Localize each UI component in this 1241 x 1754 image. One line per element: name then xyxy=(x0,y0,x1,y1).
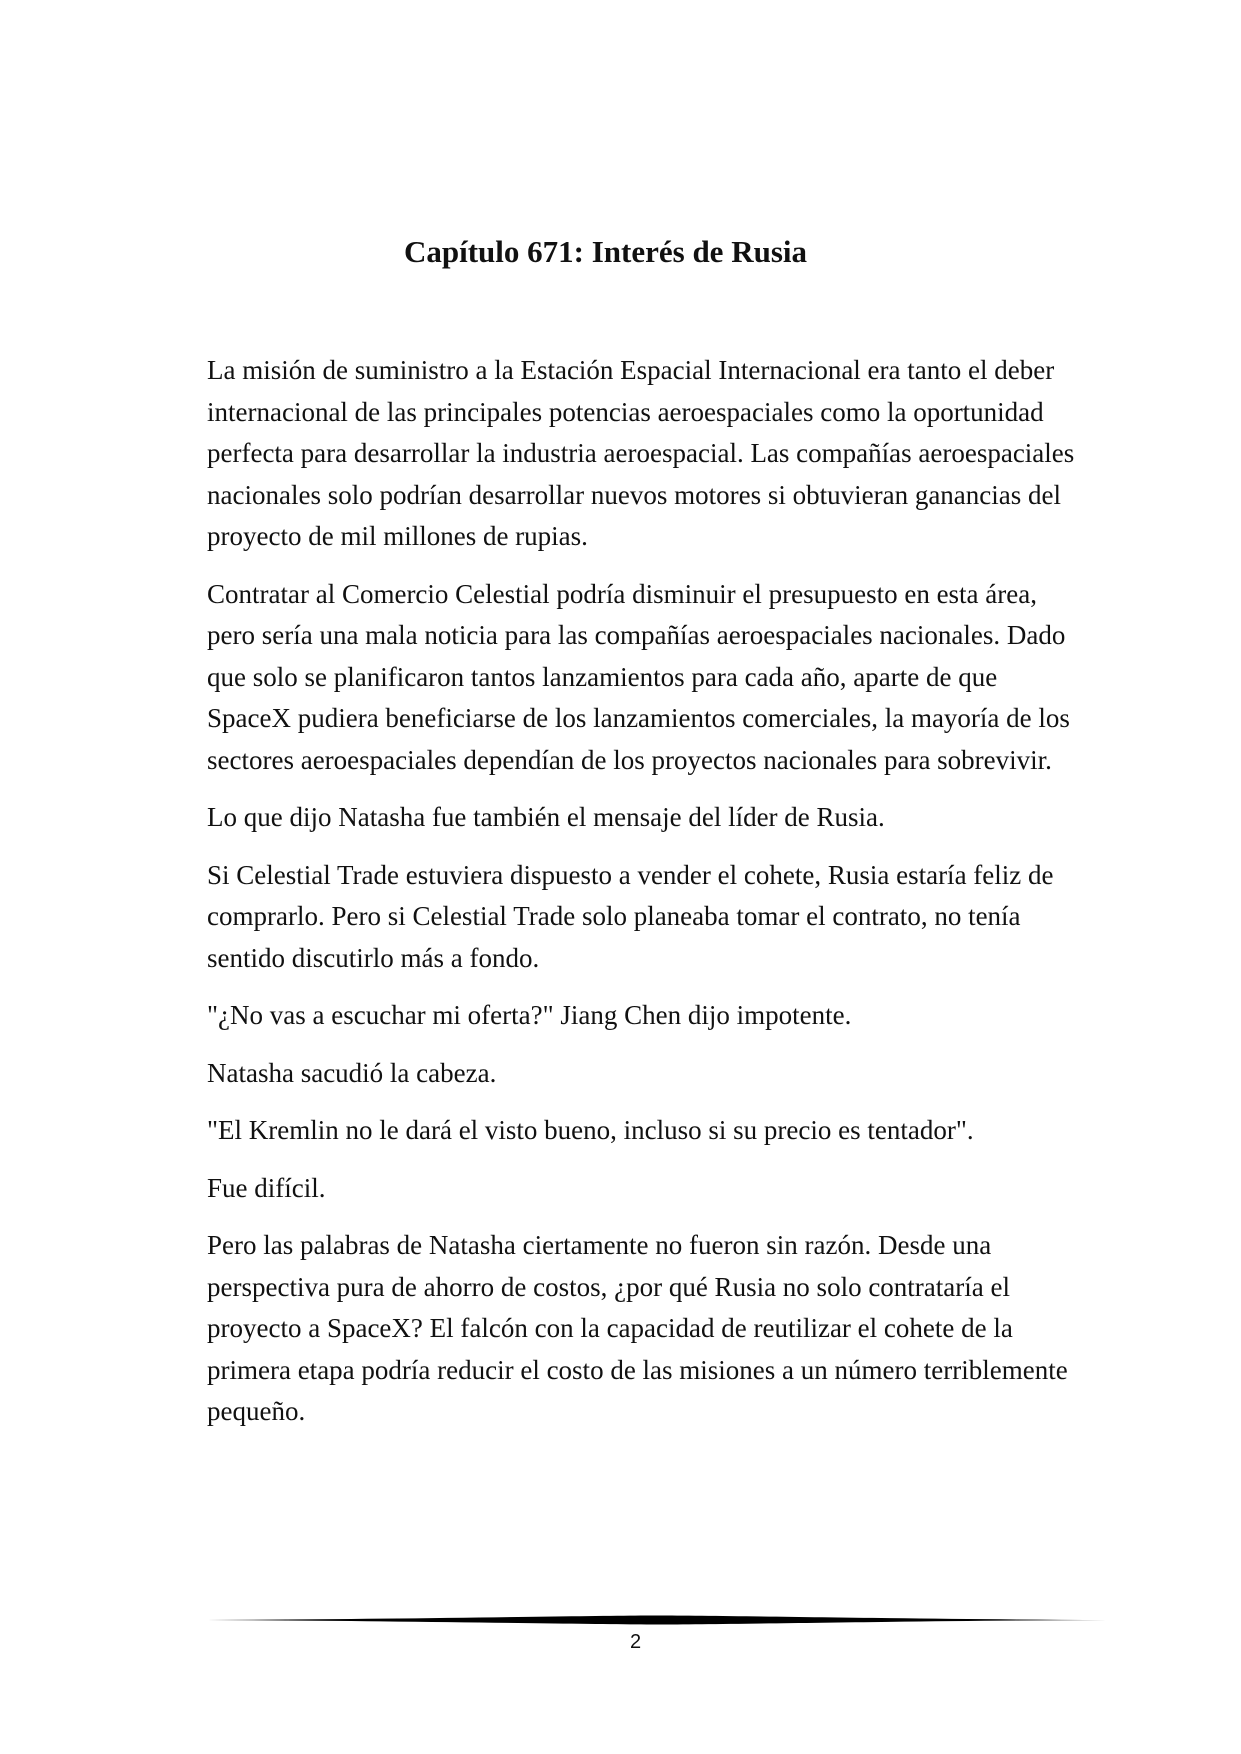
paragraph: Contratar al Comercio Celestial podría disminuir el presupuesto en esta área, pero sería una mala noticia para las compañías aeroespaciales nacionales. Dado que solo se planificaron tantos lanzamientos para cada año, aparte de que SpaceX pudiera beneficiarse de los lanzamientos comerciales, la mayoría de los sectores aeroespaciales dependían de los proyectos nacionales para sobrevivir. xyxy=(207,578,1070,775)
page-number: 2 xyxy=(629,1631,642,1653)
paragraph: "¿No vas a escuchar mi oferta?" Jiang Chen dijo impotente. xyxy=(207,1000,852,1030)
paragraph: "El Kremlin no le dará el visto bueno, incluso si su precio es tentador". xyxy=(207,1115,974,1145)
paragraph: Si Celestial Trade estuviera dispuesto a vender el cohete, Rusia estaría feliz de comprarlo. Pero si Celestial Trade solo planeaba tomar el contrato, no tenía sentido discutirlo más a fondo. xyxy=(207,859,1054,973)
paragraph: La misión de suministro a la Estación Espacial Internacional era tanto el deber internacional de las principales potencias aeroespaciales como la oportunidad perfecta para desarrollar la industria aeroespacial. Las compañías aeroespaciales nacionales solo podrían desarrollar nuevos motores si obtuvieran ganancias del proyecto de mil millones de rupias. xyxy=(207,355,1075,551)
chapter-title: Capítulo 671: Interés de Rusia xyxy=(403,234,807,269)
footer-divider xyxy=(207,1613,1107,1627)
paragraph: Lo que dijo Natasha fue también el mensaje del líder de Rusia. xyxy=(207,802,885,832)
chapter-body xyxy=(207,350,1077,1449)
paragraph: Fue difícil. xyxy=(207,1172,326,1203)
footer-divider-line xyxy=(207,1616,1107,1625)
paragraph: Natasha sacudió la cabeza. xyxy=(207,1057,497,1088)
paragraph: Pero las palabras de Natasha ciertamente no fueron sin razón. Desde una perspectiva pura de ahorro de costos, ¿por qué Rusia no solo contrataría el proyecto a SpaceX? El falcón con la capacidad de reutilizar el cohete de la primera etapa podría reducir el costo de las misiones a un número terriblemente pequeño. xyxy=(207,1230,1068,1426)
